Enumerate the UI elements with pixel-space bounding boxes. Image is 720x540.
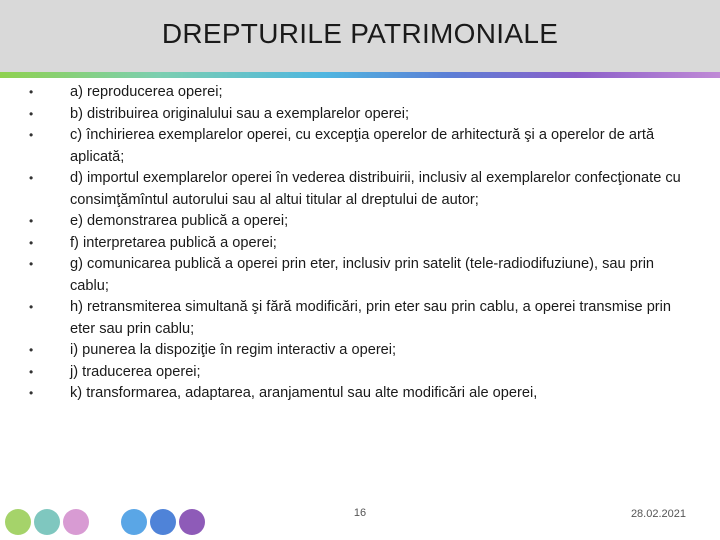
list-item [0, 211, 720, 233]
bullet-icon: • [29, 214, 34, 228]
slide-date: 28.02.2021 [630, 508, 686, 520]
bullet-icon: • [29, 300, 34, 314]
list-item-text: k) transformarea, adaptarea, aranjamentul sau alte modificări ale operei, [70, 385, 538, 401]
bullet-icon: • [29, 343, 34, 357]
title-bar [0, 0, 720, 72]
list-item-text: c) închirierea exemplarelor operei, cu excepţia operelor de arhitectură şi a operelor de artă aplicată; [70, 127, 655, 165]
list-item [0, 254, 720, 297]
bullet-icon: • [29, 235, 34, 250]
decor-circle [5, 509, 31, 535]
list-item [0, 125, 720, 168]
list-item [0, 383, 720, 405]
decor-circle [179, 509, 205, 535]
list-item-text: j) traducerea operei; [70, 363, 201, 380]
list-item-text: e) demonstrarea publică a operei; [70, 213, 289, 229]
list-item-text: g) comunicarea publică a operei prin eter, inclusiv prin satelit (tele-radiodifuziune), sau prin cablu; [70, 256, 655, 294]
list-item-text: d) importul exemplarelor operei în vederea distribuirii, inclusiv al exemplarelor confecţionate cu consimţămîntul autorului sau al altui titular al dreptului de autor; [70, 170, 681, 208]
list-item [0, 362, 720, 384]
bullet-icon: • [29, 106, 34, 121]
decor-circle [63, 509, 89, 535]
bullet-icon: • [29, 85, 34, 99]
list-item [0, 340, 720, 362]
list-item [0, 82, 720, 104]
decor-circle [121, 509, 147, 535]
list-item [0, 233, 720, 255]
decor-circle [34, 509, 60, 535]
bullet-icon: • [29, 386, 34, 400]
slide-title: DREPTURILE PATRIMONIALE [161, 18, 559, 49]
list-item-text: h) retransmiterea simultană şi fără modificări, prin eter sau prin cablu, a operei transmise prin eter sau prin cablu; [70, 299, 672, 337]
bullet-icon: • [29, 364, 34, 379]
decor-circle [150, 509, 176, 535]
page-number: 16 [353, 507, 367, 519]
list-item-text: i) punerea la dispoziţie în regim interactiv a operei; [70, 342, 397, 358]
bullet-list [0, 82, 720, 405]
list-item [0, 168, 720, 211]
bullet-icon: • [29, 257, 34, 271]
list-item [0, 297, 720, 340]
bullet-icon: • [29, 128, 34, 142]
list-item-text: b) distribuirea originalului sau a exemplarelor operei; [70, 105, 410, 122]
bullet-icon: • [29, 171, 34, 185]
list-item-text: a) reproducerea operei; [70, 84, 223, 100]
gradient-stripe [0, 72, 720, 78]
list-item-text: f) interpretarea publică a operei; [70, 234, 277, 251]
list-item [0, 104, 720, 126]
